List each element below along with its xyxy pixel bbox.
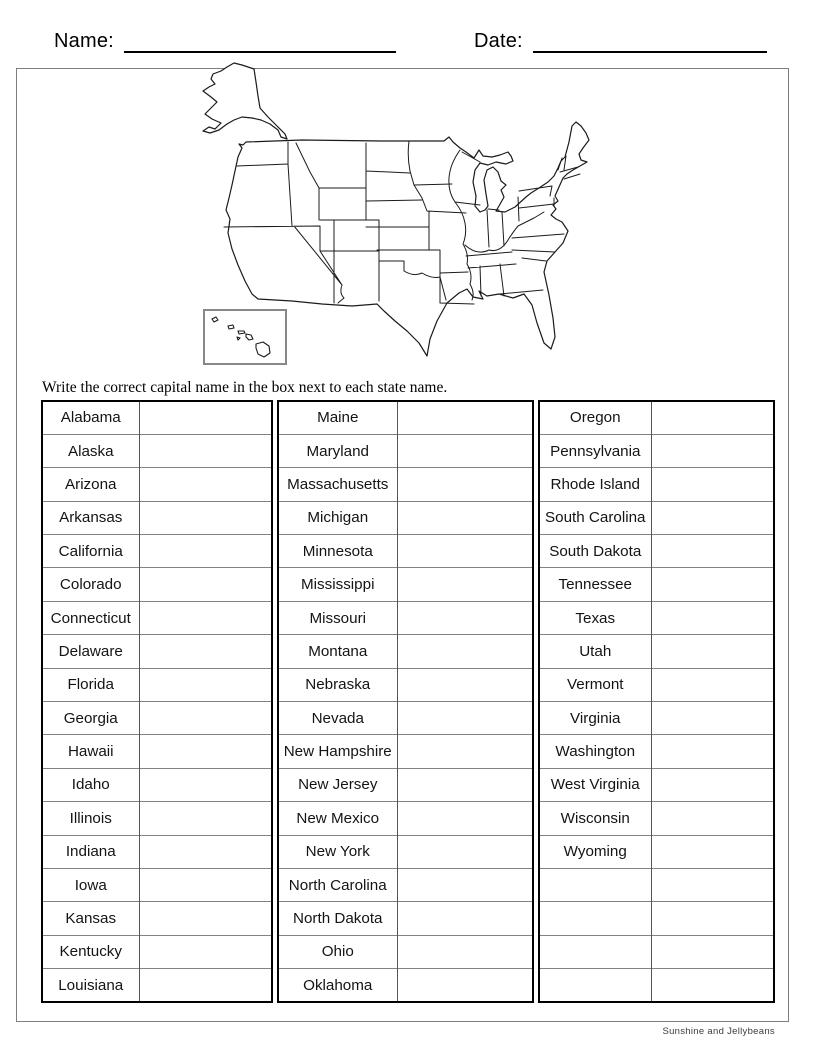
state-name-cell: New Mexico (278, 802, 397, 835)
capital-answer-box[interactable] (651, 702, 774, 735)
table-row (539, 468, 774, 501)
capital-answer-box[interactable] (397, 802, 533, 835)
capital-answer-box[interactable] (139, 501, 272, 534)
table-row (539, 902, 774, 935)
table-row (278, 434, 533, 467)
state-name-cell: Illinois (42, 802, 139, 835)
capital-answer-box[interactable] (139, 668, 272, 701)
table-row (42, 802, 272, 835)
capital-answer-box[interactable] (139, 601, 272, 634)
state-name-cell: Maryland (278, 434, 397, 467)
state-name-cell: Louisiana (42, 969, 139, 1002)
state-name-cell: Michigan (278, 501, 397, 534)
state-name-cell: Indiana (42, 835, 139, 868)
table-row (42, 501, 272, 534)
states-table-column-3 (538, 400, 775, 1003)
capital-answer-box[interactable] (651, 501, 774, 534)
table-row (539, 768, 774, 801)
table-row (278, 568, 533, 601)
table-row (539, 868, 774, 901)
capital-answer-box[interactable] (139, 868, 272, 901)
table-row (42, 668, 272, 701)
state-name-cell: Texas (539, 601, 651, 634)
capital-answer-box[interactable] (397, 702, 533, 735)
table-row (539, 702, 774, 735)
capital-answer-box[interactable] (139, 401, 272, 434)
table-row (278, 501, 533, 534)
table-row (278, 668, 533, 701)
table-row (539, 935, 774, 968)
capital-answer-box[interactable] (651, 768, 774, 801)
table-row (539, 434, 774, 467)
state-name-cell: Tennessee (539, 568, 651, 601)
state-name-cell: North Carolina (278, 868, 397, 901)
capital-answer-box[interactable] (397, 735, 533, 768)
state-name-cell: Alabama (60, 409, 121, 427)
worksheet-instruction: Write the correct capital name in the box next to each state name. (42, 379, 448, 396)
capital-answer-box[interactable] (651, 969, 774, 1002)
table-row (539, 735, 774, 768)
capital-answer-box[interactable] (651, 401, 774, 434)
table-row (278, 835, 533, 868)
capital-answer-box[interactable] (397, 401, 533, 434)
capital-answer-box[interactable] (651, 668, 774, 701)
table-row (278, 802, 533, 835)
name-label: Name: (54, 30, 114, 52)
capital-answer-box[interactable] (139, 902, 272, 935)
state-name-cell: Kentucky (42, 935, 139, 968)
state-name-cell: Colorado (42, 568, 139, 601)
us-map-svg (182, 60, 602, 372)
state-name-cell: Connecticut (42, 601, 139, 634)
capital-answer-box[interactable] (139, 434, 272, 467)
table-row (539, 668, 774, 701)
table-row (42, 601, 272, 634)
table-row (278, 902, 533, 935)
capital-answer-box[interactable] (651, 535, 774, 568)
state-capitals-table (41, 400, 775, 1003)
name-field-group (54, 30, 396, 53)
table-row (278, 702, 533, 735)
capital-answer-box[interactable] (397, 434, 533, 467)
capital-answer-box[interactable] (397, 868, 533, 901)
table-row (42, 969, 272, 1002)
capital-answer-box[interactable] (397, 835, 533, 868)
capital-answer-box[interactable] (397, 601, 533, 634)
state-name-cell: Minnesota (278, 535, 397, 568)
state-name-cell: Massachusetts (278, 468, 397, 501)
table-row (42, 768, 272, 801)
state-name-cell: South Dakota (539, 535, 651, 568)
table-row (278, 768, 533, 801)
capital-answer-box[interactable] (139, 702, 272, 735)
state-name-cell: Delaware (42, 635, 139, 668)
state-name-cell: Arkansas (42, 501, 139, 534)
capital-answer-box[interactable] (651, 935, 774, 968)
capital-answer-box[interactable] (651, 468, 774, 501)
state-name-cell: Wyoming (539, 835, 651, 868)
table-row (42, 735, 272, 768)
capital-answer-box[interactable] (651, 568, 774, 601)
state-name-cell: Arizona (42, 468, 139, 501)
table-row (539, 501, 774, 534)
table-row (539, 568, 774, 601)
state-name-cell: Maine (317, 409, 359, 427)
state-name-cell: New Hampshire (278, 735, 397, 768)
capital-answer-box[interactable] (397, 468, 533, 501)
state-name-cell: South Carolina (539, 501, 651, 534)
table-row (42, 535, 272, 568)
state-name-cell: Georgia (42, 702, 139, 735)
hawaii-inset (204, 310, 286, 364)
capital-answer-box[interactable] (651, 635, 774, 668)
state-name-cell: Nevada (278, 702, 397, 735)
table-row (539, 835, 774, 868)
alaska-outline (203, 63, 287, 139)
state-name-cell: Rhode Island (539, 468, 651, 501)
state-name-cell: Pennsylvania (539, 434, 651, 467)
state-name-cell (539, 868, 651, 901)
capital-answer-box[interactable] (397, 902, 533, 935)
state-name-cell: Kansas (42, 902, 139, 935)
capital-answer-box[interactable] (139, 468, 272, 501)
table-row (539, 401, 774, 434)
capital-answer-box[interactable] (139, 735, 272, 768)
table-row (42, 434, 272, 467)
capital-answer-box[interactable] (397, 668, 533, 701)
state-name-cell: California (42, 535, 139, 568)
table-row (42, 702, 272, 735)
table-row (278, 401, 533, 434)
date-field-group (474, 30, 767, 53)
state-name-cell: Ohio (278, 935, 397, 968)
capital-answer-box[interactable] (651, 868, 774, 901)
table-row (539, 802, 774, 835)
state-name-cell: Nebraska (278, 668, 397, 701)
table-row (42, 568, 272, 601)
capital-answer-box[interactable] (397, 501, 533, 534)
table-row (42, 902, 272, 935)
capital-answer-box[interactable] (139, 568, 272, 601)
state-name-cell: West Virginia (539, 768, 651, 801)
table-row (278, 535, 533, 568)
state-name-cell: Oklahoma (278, 969, 397, 1002)
table-row (278, 601, 533, 634)
capital-answer-box[interactable] (397, 935, 533, 968)
table-row (42, 835, 272, 868)
state-name-cell: North Dakota (278, 902, 397, 935)
state-name-cell: Virginia (539, 702, 651, 735)
publisher-credit: Sunshine and Jellybeans (662, 1026, 775, 1037)
state-name-cell: Iowa (42, 868, 139, 901)
capital-answer-box[interactable] (397, 768, 533, 801)
table-row (42, 635, 272, 668)
name-blank-line[interactable] (124, 35, 396, 53)
state-name-cell: Montana (278, 635, 397, 668)
table-row (278, 935, 533, 968)
table-row (278, 468, 533, 501)
capital-answer-box[interactable] (651, 735, 774, 768)
capital-answer-box[interactable] (397, 535, 533, 568)
state-name-cell: Hawaii (42, 735, 139, 768)
table-row (42, 868, 272, 901)
capital-answer-box[interactable] (139, 935, 272, 968)
capital-answer-box[interactable] (139, 969, 272, 1002)
states-table-column-2 (277, 400, 534, 1003)
capital-answer-box[interactable] (651, 601, 774, 634)
state-name-cell: Idaho (42, 768, 139, 801)
capital-answer-box[interactable] (139, 802, 272, 835)
state-name-cell: Utah (539, 635, 651, 668)
table-row (278, 868, 533, 901)
table-row (42, 935, 272, 968)
table-row (42, 401, 272, 434)
capital-answer-box[interactable] (651, 434, 774, 467)
capital-answer-box[interactable] (139, 835, 272, 868)
state-name-cell (539, 902, 651, 935)
state-name-cell: Mississippi (278, 568, 397, 601)
state-name-cell: Oregon (569, 409, 621, 427)
states-table-column-1 (41, 400, 273, 1003)
state-name-cell (539, 969, 651, 1002)
state-name-cell: Washington (539, 735, 651, 768)
table-row (539, 535, 774, 568)
state-name-cell: Wisconsin (539, 802, 651, 835)
state-name-cell: Missouri (278, 601, 397, 634)
table-row (539, 601, 774, 634)
state-name-cell: Vermont (539, 668, 651, 701)
table-row (278, 635, 533, 668)
table-row (539, 969, 774, 1002)
us-map (182, 60, 602, 377)
table-row (278, 735, 533, 768)
capital-answer-box[interactable] (397, 635, 533, 668)
table-row (42, 468, 272, 501)
capital-answer-box[interactable] (139, 635, 272, 668)
date-blank-line[interactable] (533, 35, 767, 53)
capital-answer-box[interactable] (397, 568, 533, 601)
table-row (539, 635, 774, 668)
table-row (278, 969, 533, 1002)
state-name-cell: Florida (42, 668, 139, 701)
state-name-cell: New Jersey (278, 768, 397, 801)
capital-answer-box[interactable] (651, 802, 774, 835)
state-name-cell: New York (278, 835, 397, 868)
capital-answer-box[interactable] (139, 768, 272, 801)
state-name-cell (539, 935, 651, 968)
capital-answer-box[interactable] (139, 535, 272, 568)
capital-answer-box[interactable] (651, 902, 774, 935)
date-label: Date: (474, 30, 523, 52)
capital-answer-box[interactable] (397, 969, 533, 1002)
capital-answer-box[interactable] (651, 835, 774, 868)
state-name-cell: Alaska (42, 434, 139, 467)
